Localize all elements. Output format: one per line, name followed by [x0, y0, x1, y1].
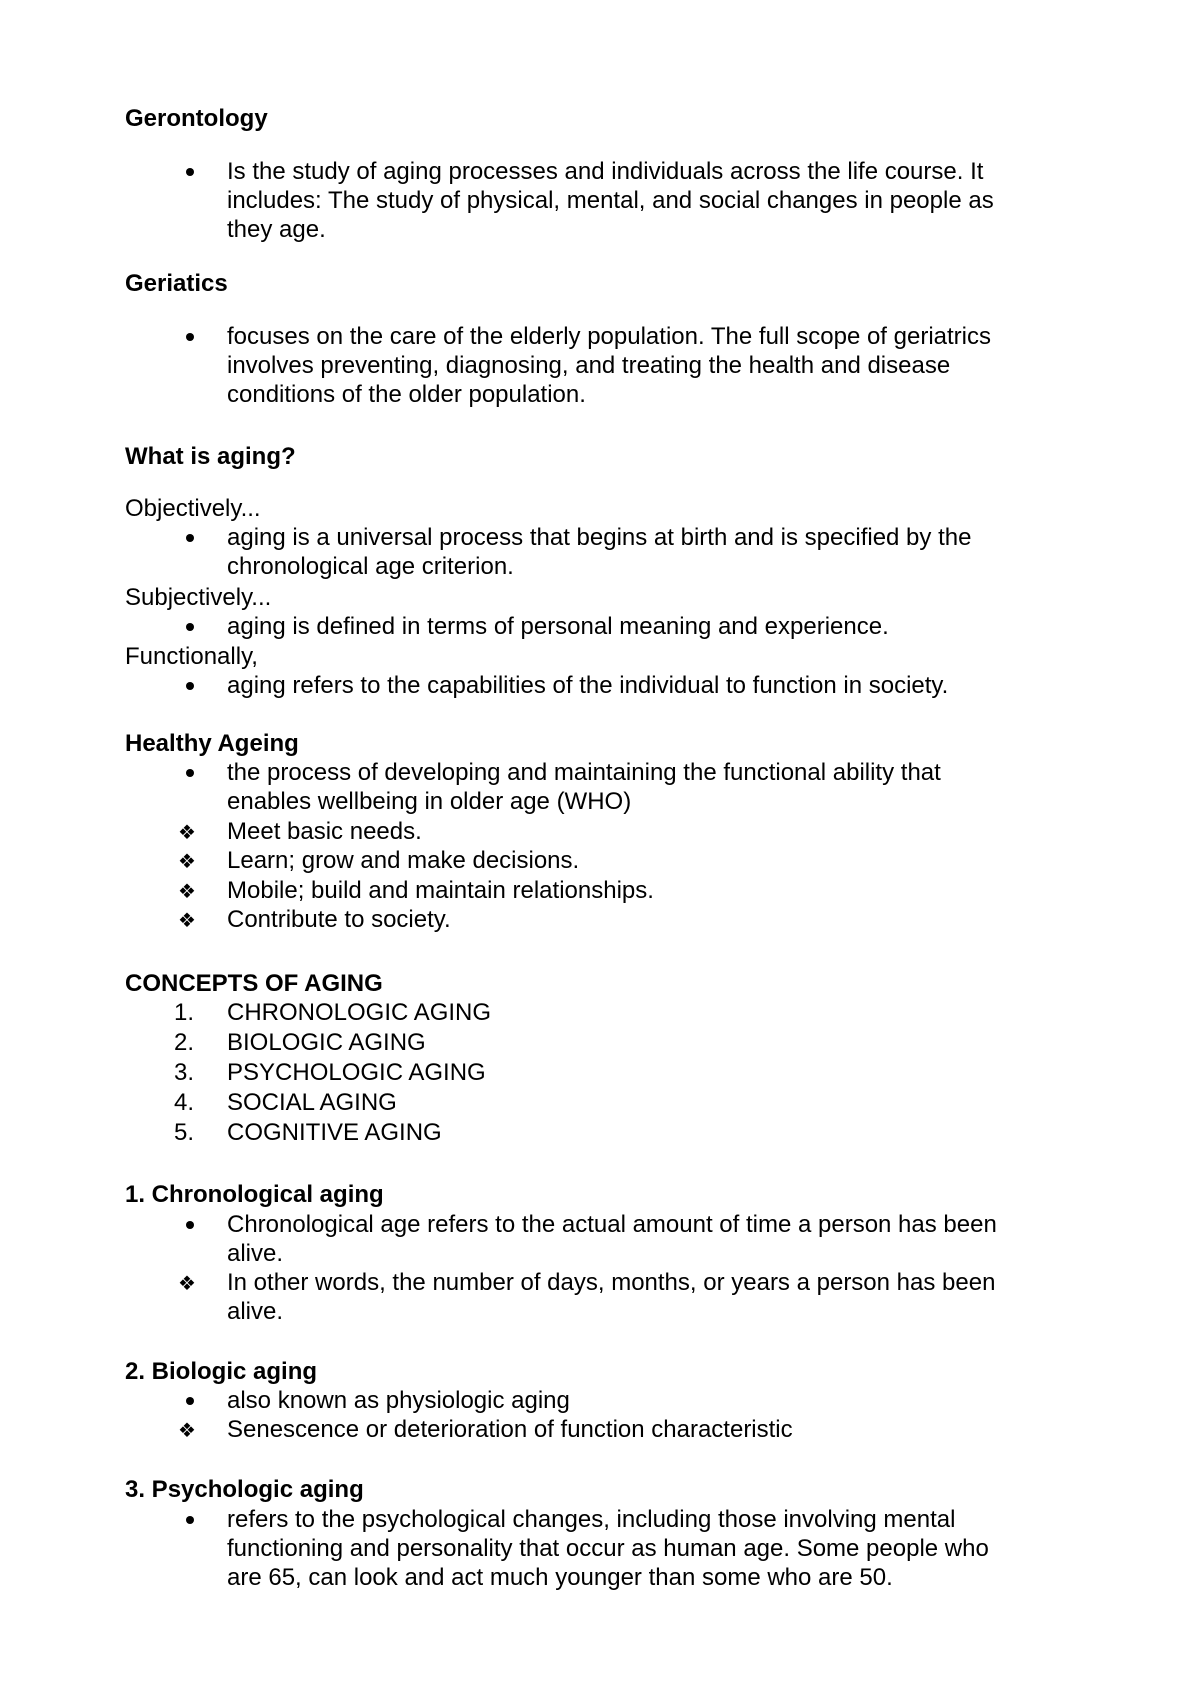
gerontology-line-3: they age.: [227, 216, 326, 243]
psychologic-line-3: are 65, can look and act much younger than some who are 50.: [227, 1564, 893, 1591]
psychologic-line-1: refers to the psychological changes, including those involving mental: [227, 1506, 956, 1533]
geriatics-line-1: focuses on the care of the elderly population. The full scope of geriatrics: [227, 323, 992, 350]
concept-item: CHRONOLOGIC AGING: [227, 999, 492, 1026]
concept-number: 4.: [174, 1089, 195, 1116]
concept-item: SOCIAL AGING: [227, 1089, 397, 1116]
geriatics-line-3: conditions of the older population.: [227, 381, 586, 408]
bullet-dot-icon: [186, 1221, 194, 1229]
bullet-dot-icon: [186, 1516, 194, 1524]
heading-geriatics: Geriatics: [125, 270, 228, 297]
concept-item: COGNITIVE AGING: [227, 1119, 442, 1146]
bullet-dot-icon: [186, 1397, 194, 1405]
heading-gerontology: Gerontology: [125, 105, 268, 132]
heading-concepts-of-aging: CONCEPTS OF AGING: [125, 970, 383, 997]
functionally-line: aging refers to the capabilities of the individual to function in society.: [227, 672, 949, 699]
bullet-dot-icon: [186, 333, 194, 341]
healthy-ageing-line-1: the process of developing and maintaining the functional ability that: [227, 759, 941, 786]
bullet-dot-icon: [186, 168, 194, 176]
bullet-dot-icon: [186, 623, 194, 631]
concept-number: 5.: [174, 1119, 195, 1146]
concept-item: PSYCHOLOGIC AGING: [227, 1059, 486, 1086]
healthy-ageing-item-4: Contribute to society.: [227, 906, 451, 933]
heading-biologic-aging: 2. Biologic aging: [125, 1358, 318, 1385]
four-diamond-bullet-icon: ❖: [178, 849, 196, 873]
healthy-ageing-item-3: Mobile; build and maintain relationships.: [227, 877, 654, 904]
heading-healthy-ageing: Healthy Ageing: [125, 730, 299, 757]
bullet-dot-icon: [186, 682, 194, 690]
subjectively-line: aging is defined in terms of personal meaning and experience.: [227, 613, 889, 640]
heading-psychologic-aging: 3. Psychologic aging: [125, 1476, 364, 1503]
objectively-line-2: chronological age criterion.: [227, 553, 514, 580]
chronological-diamond-line-1: In other words, the number of days, months, or years a person has been: [227, 1269, 996, 1296]
biologic-bullet-line: also known as physiologic aging: [227, 1387, 570, 1414]
bullet-dot-icon: [186, 534, 194, 542]
subjectively-label: Subjectively...: [125, 584, 272, 611]
biologic-diamond-line: Senescence or deterioration of function characteristic: [227, 1416, 793, 1443]
psychologic-line-2: functioning and personality that occur as human age. Some people who: [227, 1535, 989, 1562]
heading-what-is-aging: What is aging?: [125, 443, 296, 470]
functionally-label: Functionally,: [125, 643, 258, 670]
four-diamond-bullet-icon: ❖: [178, 879, 196, 903]
objectively-line-1: aging is a universal process that begins at birth and is specified by the: [227, 524, 972, 551]
chronological-line-2: alive.: [227, 1240, 284, 1267]
gerontology-line-2: includes: The study of physical, mental, and social changes in people as: [227, 187, 994, 214]
objectively-label: Objectively...: [125, 495, 261, 522]
gerontology-line-1: Is the study of aging processes and individuals across the life course. It: [227, 158, 984, 185]
geriatics-line-2: involves preventing, diagnosing, and treating the health and disease: [227, 352, 951, 379]
healthy-ageing-line-2: enables wellbeing in older age (WHO): [227, 788, 632, 815]
four-diamond-bullet-icon: ❖: [178, 1418, 196, 1442]
chronological-diamond-line-2: alive.: [227, 1298, 284, 1325]
four-diamond-bullet-icon: ❖: [178, 908, 196, 932]
heading-chronological-aging: 1. Chronological aging: [125, 1181, 384, 1208]
bullet-dot-icon: [186, 769, 194, 777]
concept-item: BIOLOGIC AGING: [227, 1029, 426, 1056]
four-diamond-bullet-icon: ❖: [178, 820, 196, 844]
healthy-ageing-item-1: Meet basic needs.: [227, 818, 422, 845]
healthy-ageing-item-2: Learn; grow and make decisions.: [227, 847, 580, 874]
concept-number: 3.: [174, 1059, 195, 1086]
concept-number: 1.: [174, 999, 195, 1026]
chronological-line-1: Chronological age refers to the actual amount of time a person has been: [227, 1211, 997, 1238]
concept-number: 2.: [174, 1029, 195, 1056]
four-diamond-bullet-icon: ❖: [178, 1271, 196, 1295]
